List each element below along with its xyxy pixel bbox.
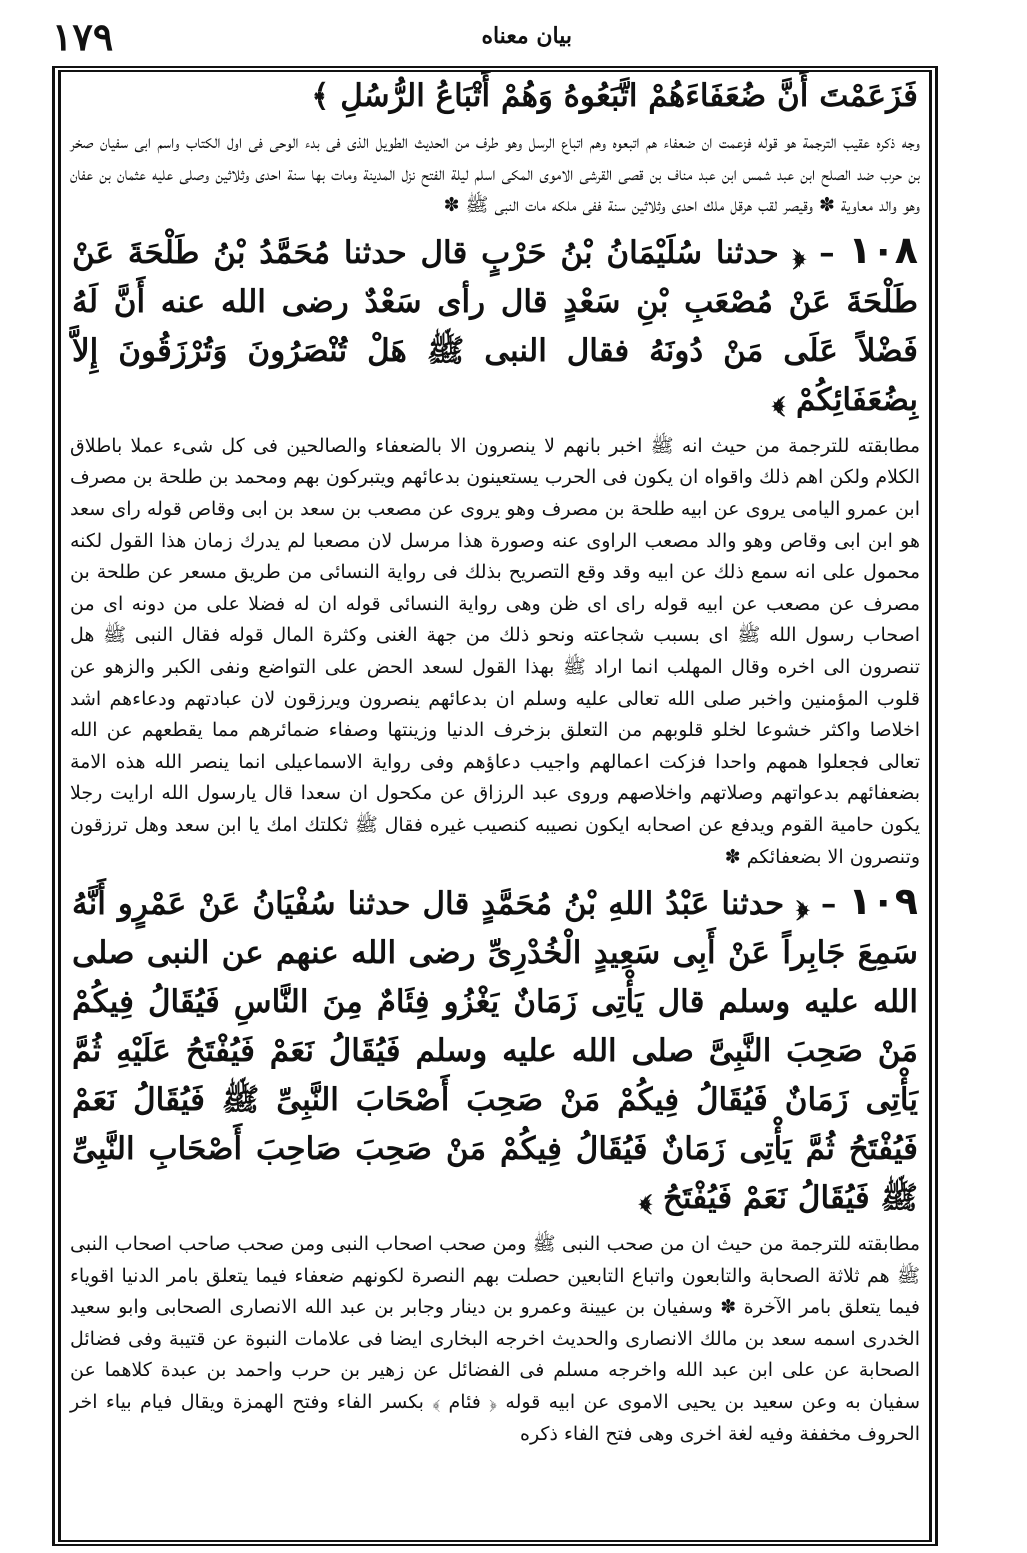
hadith-text <box>66 72 924 121</box>
page-number: ١٧٩ <box>52 13 114 59</box>
commentary-108: مطابقته للترجمة من حيث انه ﷺ اخبر بانهم لا ينصرون الا بالضعفاء والصالحين فى كل شىء عملا باطلاق الكلام ولكن اهم ذلك واقواه ان يكون فى الحرب يستعينون بدعائهم ويتبركون بهم ومحمد بن طلحة بن مصرف ابن عمرو اليامى يروى عن ابيه طلحة بن مصرف وهو يروى عن مصعب بن سعد بن ابى وقاص قوله راى سعد هو ابن ابى وقاص وهو والد مصعب الراوى عنه وصورة هذا مرسل لان مصعبا لم يدرك زمان هذا القول لكنه محمول على انه سمع ذلك عن ابيه وقد وقع التصريح بذلك فى رواية النسائى من طريق مسعر عن طلحة بن مصرف عن مصعب عن ابيه قوله راى اى ظن وهى رواية النسائى قوله ان له فضلا على من دونه اى من اصحاب رسول الله ﷺ اى بسبب شجاعته ونحو ذلك من جهة الغنى وكثرة المال قوله فقال النبى ﷺ هل تنصرون الى اخره وقال المهلب انما اراد ﷺ بهذا القول لسعد الحض على التواضع ونفى الكبر والزهو عن قلوب المؤمنين واخبر صلى الله تعالى عليه وسلم ان بدعائهم ينصرون ويرزقون لان عبادتهم ودعاءهم اشد اخلاصا واكثر خشوعا لخلو قلوبهم من التعلق بزخرف الدنيا وزينتها وصفاء ضمائرهم مما يقطعهم عن الله تعالى فجعلوا همهم واحدا فزكت اعمالهم واجيب دعاؤهم وفى رواية الاسماعيلى انما ينصر الله هذه الامة بضعفائهم بدعواتهم وصلاتهم واخلاصهم وروى عبد الرزاق عن مكحول ان سعدا قال يارسول الله ارايت رجلا يكون حامية القوم ويدفع عن اصحابه ايكون نصيبه كنصيب غيره فقال ﷺ ثكلتك امك يا ابن سعد وهل ترزقون وتنصرون الا بضعفائكم ✽ <box>70 434 920 868</box>
hadith-text <box>66 226 924 425</box>
hadith-number: ١٠٩ <box>848 879 918 924</box>
hadith-109: – ﴿ حدثنا عَبْدُ اللهِ بْنُ مُحَمَّدٍ قال حدثنا سُفْيَانُ عَنْ عَمْرٍو أَنَّهُ سَمِعَ جَابِراً عَنْ أَبِى سَعِيدٍ الْخُدْرِىِّ رضى الله عنهم عن النبى صلى الله عليه وسلم قال يَأْتِى زَمَانٌ يَغْزُو فِئَامٌ مِنَ النَّاسِ فَيُقَالُ فِيكُمْ مَنْ صَحِبَ النَّبِىَّ صلى الله عليه وسلم فَيُقَالُ نَعَمْ فَيُفْتَحُ عَلَيْهِ ثُمَّ يَأْتِى زَمَانٌ فَيُقَالُ فِيكُمْ مَنْ صَحِبَ أَصْحَابَ النَّبِىِّ ﷺ فَيُقَالُ نَعَمْ فَيُفْتَحُ ثُمَّ يَأْتِى زَمَانٌ فَيُقَالُ فِيكُمْ مَنْ صَحِبَ صَاحِبَ أَصْحَابِ النَّبِىِّ ﷺ فَيُقَالُ نَعَمْ فَيُفْتَحُ ﴾ <box>72 886 918 1217</box>
commentary-107: وجه ذكره عقيب الترجمة هو قوله فزعمت ان ضعفاء هم اتبعوه وهم اتباع الرسل وهو طرف من الحديث الطويل الذى فى بدء الوحى فى اول الكتاب واسم ابى سفيان صخر بن حرب ضد الصلح ابن عبد شمس ابن عبد مناف بن قصى القرشى الاموى المكى اسلم ليلة الفتح نزل المدينة ومات بها سنة احدى وثلاثين وصلى عليه عثمان بن عفان وهو والد معاوية ✽ وقيصر لقب هرقل ملك احدى وثلاثين سنة ففى ملكه مات النبى ﷺ ✽ <box>70 131 920 217</box>
running-head: بيان معناه <box>481 23 572 49</box>
hadith-number: ١٠٨ <box>848 227 918 272</box>
commentary-109: مطابقته للترجمة من حيث ان من صحب النبى ﷺ ومن صحب اصحاب النبى ومن صحب صاحب اصحاب النبى ﷺ هم ثلاثة الصحابة والتابعون واتباع التابعين حصلت بهم النصرة لكونهم ضعفاء فيما يتعلق بامر الدنيا اقوياء فيما يتعلق بامر الآخرة ✽ وسفيان بن عيينة وعمرو بن دينار وجابر بن عبد الله الانصارى الصحابى وابو سعيد الخدرى اسمه سعد بن مالك الانصارى والحديث اخرجه البخارى ايضا فى علامات النبوة عن قتيبة وفى فضائل الصحابة عن على ابن عبد الله واخرجه مسلم فى الفضائل عن زهير بن حرب واحمد بن عبدة كلاهما عن سفيان به وعن سعيد بن يحيى الاموى عن ابيه قوله ﴿ فئام ﴾ بكسر الفاء وفتح الهمزة ويقال فيام بياء اخر الحروف مخففة وفيه لغة اخرى وهى فتح الفاء ذكره <box>70 1233 920 1445</box>
commentary-paragraph <box>66 127 924 222</box>
page-header <box>52 10 952 62</box>
commentary-paragraph <box>66 1229 924 1450</box>
hadith-text <box>66 877 924 1223</box>
hadith-108: – ﴿ حدثنا سُلَيْمَانُ بْنُ حَرْبٍ قال حدثنا مُحَمَّدُ بْنُ طَلْحَةَ عَنْ طَلْحَةَ عَنْ مُصْعَبِ بْنِ سَعْدٍ قال رأى سَعْدٌ رضى الله عنه أَنَّ لَهُ فَضْلاً عَلَى مَنْ دُونَهُ فقال النبى ﷺ هَلْ تُنْصَرُونَ وَتُرْزَقُونَ إِلاَّ بِضُعَفَائِكُمْ ﴾ <box>72 234 918 418</box>
page-body <box>66 72 924 1538</box>
commentary-paragraph <box>66 431 924 873</box>
hadith-107-tail: فَزَعَمْتَ أَنَّ ضُعَفَاءَهُمْ اتَّبَعُوهُ وَهُمْ أَتْبَاعُ الرُّسُلِ ﴾ <box>311 78 918 114</box>
